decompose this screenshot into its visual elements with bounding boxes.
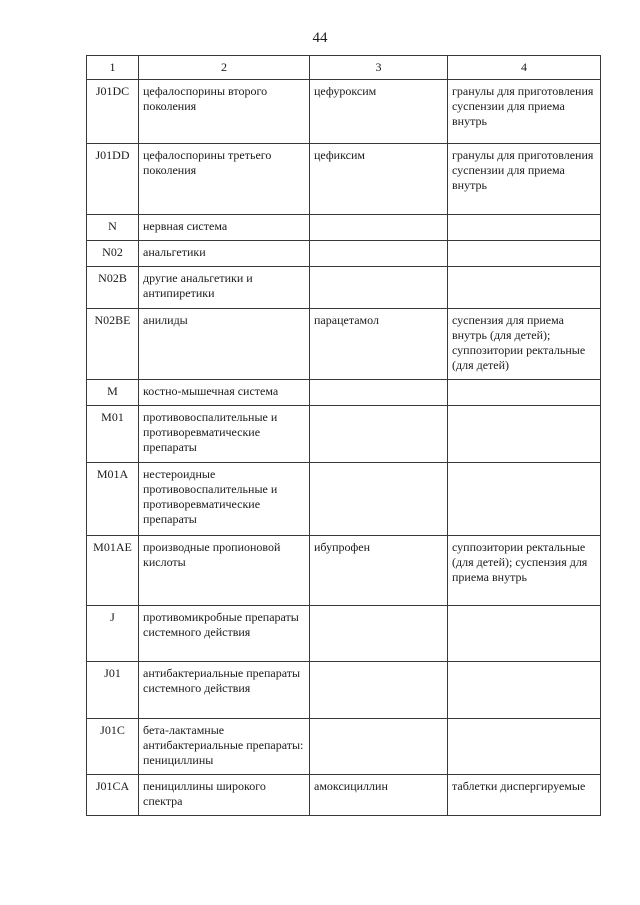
drug-table [86,55,601,816]
form-cell [448,662,601,719]
table-row [87,267,601,309]
header-col-3: 3 [310,56,448,80]
table-row [87,463,601,536]
atc-code-cell: M [87,380,139,406]
drug-cell [310,241,448,267]
atc-code-cell: J01CA [87,775,139,816]
atc-code-cell: J01C [87,719,139,775]
table-row [87,144,601,215]
form-cell: гранулы для приготовления суспензии для приема внутрь [448,80,601,144]
drug-cell: цефуроксим [310,80,448,144]
drug-cell [310,380,448,406]
table-row [87,380,601,406]
header-col-4: 4 [448,56,601,80]
group-cell: нестероидные противовоспалительные и противоревматические препараты [139,463,310,536]
atc-code-cell: M01AE [87,536,139,606]
drug-cell [310,606,448,662]
form-cell [448,380,601,406]
table-row [87,606,601,662]
table-row [87,719,601,775]
form-cell: таблетки диспергируемые [448,775,601,816]
group-cell: костно-мышечная система [139,380,310,406]
table-row [87,662,601,719]
atc-code-cell: J01DC [87,80,139,144]
group-cell: другие анальгетики и антипиретики [139,267,310,309]
group-cell: анилиды [139,309,310,380]
table-row [87,80,601,144]
atc-code-cell: J01 [87,662,139,719]
atc-code-cell: M01A [87,463,139,536]
form-cell [448,406,601,463]
drug-cell: амоксициллин [310,775,448,816]
table-row [87,536,601,606]
drug-cell [310,215,448,241]
form-cell: суппозитории ректальные (для детей); суспензия для приема внутрь [448,536,601,606]
header-col-1: 1 [87,56,139,80]
group-cell: производные пропионовой кислоты [139,536,310,606]
drug-cell [310,662,448,719]
group-cell: противовоспалительные и противоревматические препараты [139,406,310,463]
form-cell [448,606,601,662]
table-row [87,215,601,241]
drug-cell: ибупрофен [310,536,448,606]
drug-cell [310,463,448,536]
atc-code-cell: J01DD [87,144,139,215]
table-row [87,406,601,463]
group-cell: нервная система [139,215,310,241]
drug-cell: парацетамол [310,309,448,380]
form-cell [448,241,601,267]
atc-code-cell: M01 [87,406,139,463]
header-col-2: 2 [139,56,310,80]
form-cell [448,215,601,241]
atc-code-cell: N02BE [87,309,139,380]
page-number: 44 [312,30,328,46]
group-cell: пенициллины широкого спектра [139,775,310,816]
group-cell: противомикробные препараты системного действия [139,606,310,662]
form-cell: гранулы для приготовления суспензии для приема внутрь [448,144,601,215]
group-cell: анальгетики [139,241,310,267]
group-cell: антибактериальные препараты системного действия [139,662,310,719]
form-cell [448,463,601,536]
group-cell: цефалоспорины третьего поколения [139,144,310,215]
drug-cell [310,406,448,463]
atc-code-cell: J [87,606,139,662]
table-row [87,241,601,267]
group-cell: цефалоспорины второго поколения [139,80,310,144]
form-cell [448,267,601,309]
table-row [87,309,601,380]
drug-cell [310,267,448,309]
form-cell: суспензия для приема внутрь (для детей); суппозитории ректальные (для детей) [448,309,601,380]
atc-code-cell: N02 [87,241,139,267]
header-row [87,56,601,80]
form-cell [448,719,601,775]
atc-code-cell: N [87,215,139,241]
table-row [87,775,601,816]
group-cell: бета-лактамные антибактериальные препараты: пенициллины [139,719,310,775]
drug-cell: цефиксим [310,144,448,215]
drug-cell [310,719,448,775]
atc-code-cell: N02B [87,267,139,309]
